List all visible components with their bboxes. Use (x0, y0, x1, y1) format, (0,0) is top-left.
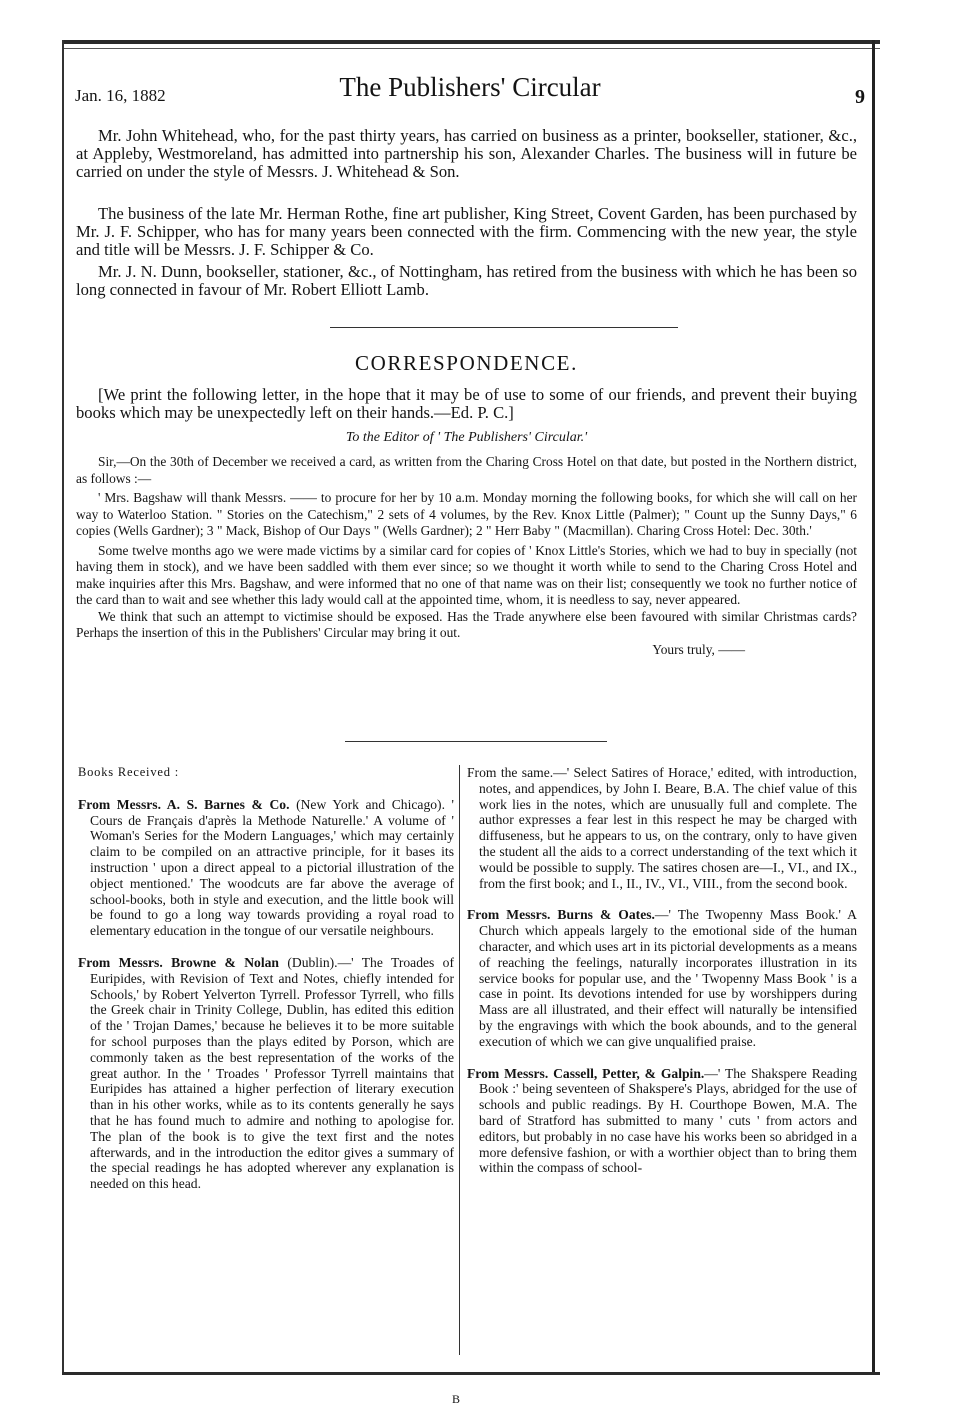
publication-title: The Publishers' Circular (339, 72, 601, 102)
page-number: 9 (855, 86, 865, 108)
notice-whitehead: Mr. John Whitehead, who, for the past thirty years, has carried on business as a printer, bookseller, stationer, &c., at Appleby, Westmoreland, has admitted into partnership his son, Alexander Charles. The business will in future be carried on under the style of Messrs. J. Whitehead & Son. (76, 126, 857, 181)
entry-text: (New York and Chicago). ' Cours de Français d'après la Methode Naturelle.' A volume of ' Woman's Series for the Modern Languages,' which may certainly claim to be compiled on an attractive principle, for it bases its instruction ' upon a direct appeal to a pictorial illustration of the object mentioned.' The woodcuts are far above the average of school-books, both in style and execution, and the little book will be found to go a long way towards providing a royal road to elementary education in the tongue of our versatile neighbours. (90, 796, 455, 939)
issue-date: Jan. 16, 1882 (75, 86, 166, 105)
column-divider (459, 765, 460, 1355)
entry-text: (Dublin).—' The Troades of Euripides, with Revision of Text and Notes, chiefly intended for Schools,' by Robert Yelverton Tyrrell. Professor Tyrrell, who fills the Greek chair in Trinity College, Dublin, has edited this edition of the ' Trojan Dames,' because he believes it to be more suitable for school purposes than the plays edited by Porson, which are commonly taken as the best representation of the works of the great author. In the ' Troades ' Professor Tyrrell maintains that Euripides has attained a higher perfection of literary execution than in his other works, while as to its contents generally he says that he has found much to admire and nothing to apologise for. The plan of the book is to give the text first and the notes afterwards, and in the introduction the editor gives a summary of the special readings he has adopted wherever any explanation is needed on this head. (90, 954, 455, 1192)
letter-paragraph: We think that such an attempt to victimise should be exposed. Has the Trade anywhere else been favoured with similar Christmas cards? Perhaps the insertion of this in the Publishers' Circular may bring it out. (76, 608, 857, 640)
bottom-rule (62, 1372, 880, 1375)
book-entry (467, 765, 857, 891)
books-received-heading: Books Received : (78, 765, 179, 779)
entry-publisher: From Messrs. A. S. Barnes & Co. (78, 796, 290, 812)
letter-body (76, 454, 857, 658)
printer-signature-mark: B (452, 1392, 461, 1406)
entry-text: —' Select Satires of Horace,' edited, with introduction, notes, and appendices, by John I. Beare, B.A. The chief value of this work lies in the notes, which are unusually full and complete. The author expresses a fear lest in this respect he may be charged with diffuseness, but he appears to us, on the contrary, only to have given the student all the aids to a correct understanding of the text which it would be possible to supply. The satires chosen are—I., VI., and IX., from the first book; and I., II., IV., VI., VIII., from the second book. (479, 765, 857, 891)
book-entry (467, 907, 857, 1049)
book-entry (78, 797, 454, 939)
entry-publisher: From Messrs. Burns & Oates. (467, 907, 655, 923)
top-thin-rule (62, 48, 880, 49)
right-frame-line (872, 40, 875, 1375)
section-divider (330, 327, 678, 328)
section-divider (345, 741, 607, 742)
books-received-left-column (78, 765, 454, 1208)
top-rule (62, 40, 880, 44)
left-frame-line (62, 40, 64, 1375)
entry-publisher: From the same. (467, 765, 554, 780)
letter-paragraph: Some twelve months ago we were made victims by a similar card for copies of ' Knox Little's Stories, which we had to buy in specially (not having them in stock), and we have been saddled with them ever since; so we thought it worth while to send to the Charing Cross Hotel and make inquiries after this Mrs. Bagshaw, and were informed that no one of that name was on their list; consequently we took no further notice of the card than to wait and see whether this lady would call at the appointed time, whom, it is needless to say, never appeared. (76, 542, 857, 607)
quoted-card: ' Mrs. Bagshaw will thank Messrs. —— to procure for her by 10 a.m. Monday morning the following books, for which she will call on her way to Waterloo Station. " Stories on the Catechism," 2 sets of 4 volumes, by the Rev. Knox Little (Palmer); " Count up the Sunny Days," 6 copies (Wells Gardner); 3 " Mack, Bishop of Our Days " (Wells Gardner); 2 " Herr Baby " (Macmillan). Charing Cross Hotel: Dec. 30th.' (76, 490, 857, 538)
book-entry (467, 1066, 857, 1177)
letter-paragraph: Sir,—On the 30th of December we received a card, as written from the Charing Cross Hotel on that date, but posted in the Northern district, as follows :— (76, 454, 857, 486)
books-received-right-column (467, 765, 857, 1192)
entry-publisher: From Messrs. Browne & Nolan (78, 954, 279, 970)
letter-addressee: To the Editor of ' The Publishers' Circular.' (345, 430, 588, 445)
entry-publisher: From Messrs. Cassell, Petter, & Galpin. (467, 1065, 705, 1081)
entry-text: —' The Twopenny Mass Book.' A Church which appeals largely to the emotional side of the human character, and which uses art in its pictorial developments as a means of reaching the feelings, naturally incorporates illustration in its service books for popular use, and the ' Twopenny Mass Book ' is a case in point. Its devotions intended for use by worshippers during Mass are all illustrated, and their effect will naturally be intensified by the engravings with which the book abounds, and to the general execution of which we can give unqualified praise. (479, 907, 857, 1049)
correspondence-intro: [We print the following letter, in the hope that it may be of use to some of our friends, and prevent their buying books which may be unexpectedly left on their hands.—Ed. P. C.] (76, 385, 857, 422)
entry-text: —' The Shakspere Reading Book :' being seventeen of Shakspere's Plays, abridged for the use of schools and public readings. By H. Courthope Bowen, M.A. The bard of Stratford has submitted to many ' cuts ' from actors and editors, but probably in no case have his works been so abridged in a more defensive fashion, or with a worthier object than to bring them within the compass of school- (479, 1065, 857, 1176)
notice-dunn: Mr. J. N. Dunn, bookseller, stationer, &c., of Nottingham, has retired from the business with which he has been so long connected in favour of Mr. Robert Elliott Lamb. (76, 262, 857, 299)
book-entry (78, 955, 454, 1192)
page-header (75, 72, 865, 112)
letter-signoff: Yours truly, —— (652, 641, 745, 657)
correspondence-heading: CORRESPONDENCE. (355, 351, 578, 375)
notice-rothe: The business of the late Mr. Herman Rothe, fine art publisher, King Street, Covent Garden, has been purchased by Mr. J. F. Schipper, who has for many years been connected with the firm. Commencing with the new year, the style and title will be Messrs. J. F. Schipper & Co. (76, 204, 857, 259)
